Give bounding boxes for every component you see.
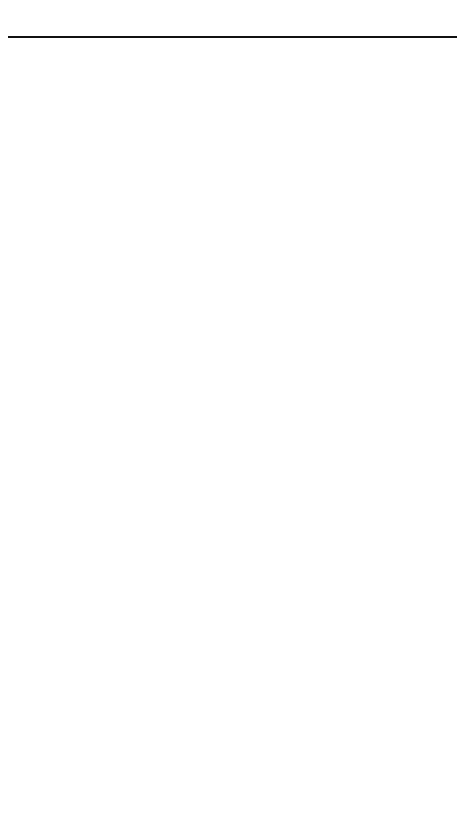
headline-rule: [8, 36, 457, 38]
headline: [8, 8, 457, 34]
